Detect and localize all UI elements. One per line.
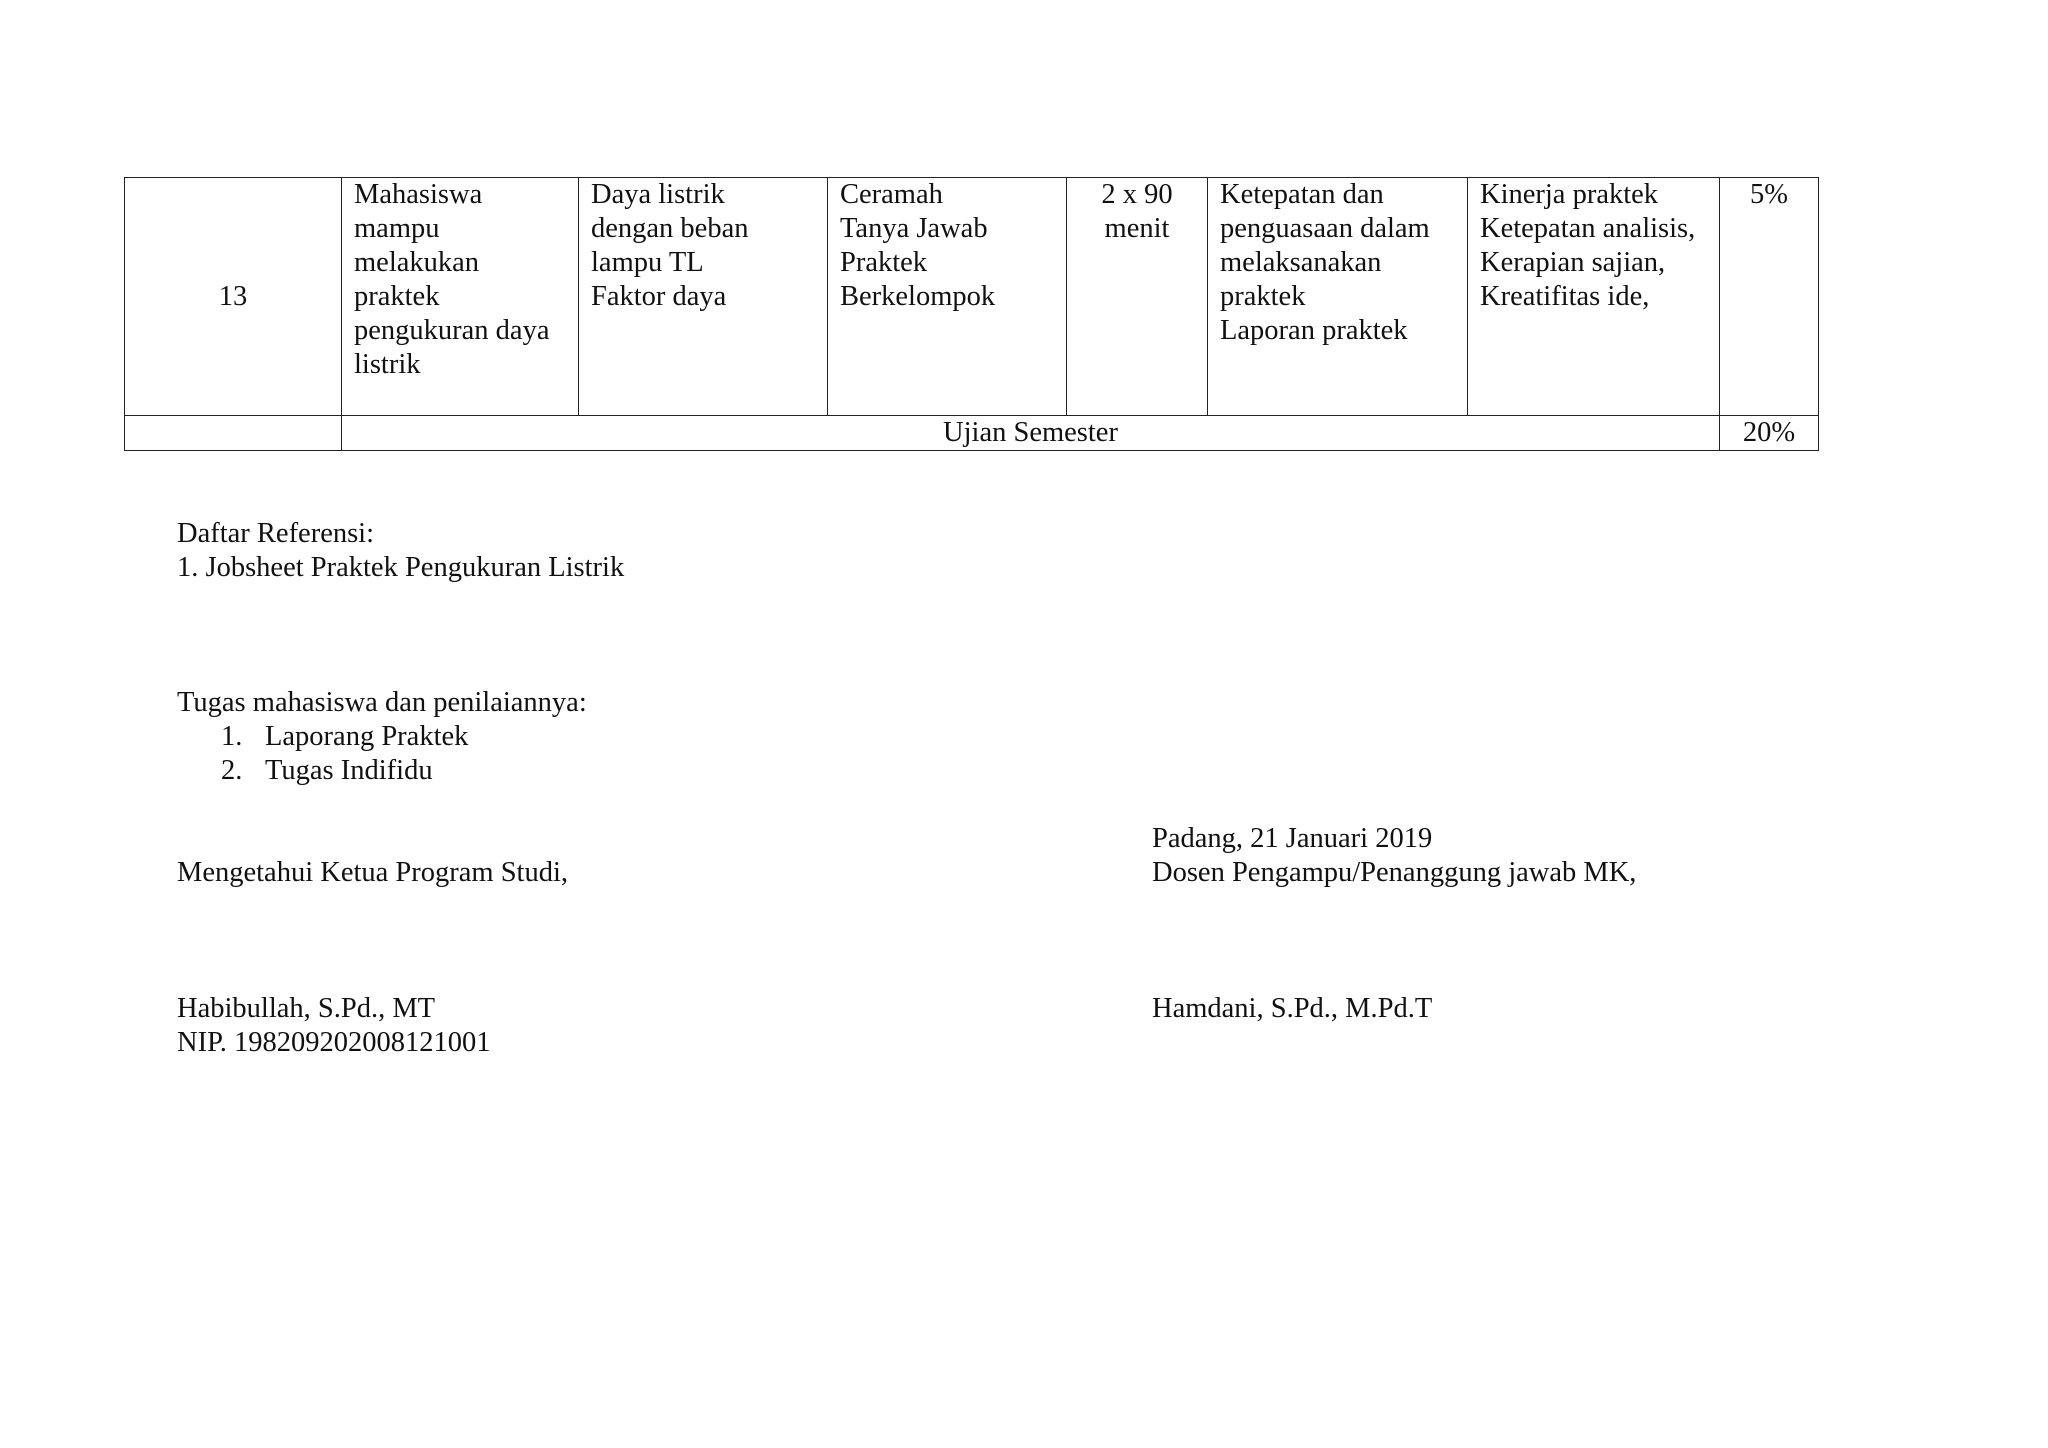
signatory-right-name: Hamdani, S.Pd., M.Pd.T <box>1152 993 1433 1024</box>
signature-left-name-block <box>177 992 491 1060</box>
signature-right-title: Dosen Pengampu/Penanggung jawab MK, <box>1152 857 1637 888</box>
materi-line: Daya listrik <box>591 179 725 210</box>
metode-cell <box>828 178 1067 416</box>
exam-empty-cell <box>125 416 342 451</box>
meeting-number: 13 <box>218 280 248 312</box>
kemampuan-line: melakukan <box>354 247 480 278</box>
kriteria-line: melaksanakan <box>1220 247 1382 278</box>
kemampuan-line: pengukuran daya <box>354 315 550 346</box>
kriteria-cell <box>1208 178 1468 416</box>
kriteria-line: Ketepatan dan <box>1220 179 1384 210</box>
bobot-cell <box>1720 178 1819 416</box>
task-text: Laporang Praktek <box>265 721 469 752</box>
kriteria-line: penguasaan dalam <box>1220 213 1430 244</box>
tasks-heading: Tugas mahasiswa dan penilaiannya: <box>177 687 587 718</box>
signature-left-title-block <box>177 856 568 890</box>
signature-left-title: Mengetahui Ketua Program Studi, <box>177 857 569 888</box>
exam-row <box>125 416 1819 451</box>
tasks-list <box>177 720 587 788</box>
signature-right-title-block <box>1152 822 1636 890</box>
signature-right-name-block <box>1152 992 1432 1026</box>
task-number: 1. <box>221 721 243 752</box>
waktu-line: menit <box>1104 213 1170 244</box>
reference-item: 1. Jobsheet Praktek Pengukuran Listrik <box>177 552 625 583</box>
references-heading: Daftar Referensi: <box>177 518 375 549</box>
waktu-cell <box>1067 178 1208 416</box>
task-number: 2. <box>221 755 243 786</box>
references-section <box>177 517 624 585</box>
kemampuan-line: mampu <box>354 213 440 244</box>
exam-bobot-cell <box>1720 416 1819 451</box>
kemampuan-cell <box>342 178 579 416</box>
meeting-number-cell <box>125 178 342 416</box>
exam-bobot: 20% <box>1742 417 1796 448</box>
materi-line: lampu TL <box>591 247 704 278</box>
bobot-value: 5% <box>1750 179 1788 210</box>
table-row <box>125 178 1819 416</box>
indikator-line: Kerapian sajian, <box>1480 247 1666 278</box>
list-item <box>177 720 587 754</box>
kriteria-line: Laporan praktek <box>1220 315 1408 346</box>
signatory-left-nip: NIP. 198209202008121001 <box>177 1027 491 1058</box>
kemampuan-line: listrik <box>354 349 421 380</box>
exam-label: Ujian Semester <box>943 417 1118 448</box>
materi-line: dengan beban <box>591 213 749 244</box>
materi-cell <box>579 178 828 416</box>
kemampuan-line: praktek <box>354 281 440 312</box>
list-item <box>177 754 587 788</box>
kriteria-line: praktek <box>1220 281 1306 312</box>
metode-line: Praktek <box>840 247 928 278</box>
tasks-section <box>177 686 587 788</box>
metode-line: Berkelompok <box>840 281 996 312</box>
kemampuan-line: Mahasiswa <box>354 179 483 210</box>
indikator-line: Kreatifitas ide, <box>1480 281 1650 312</box>
rps-table <box>124 177 1819 451</box>
exam-label-cell <box>342 416 1720 451</box>
task-text: Tugas Indifidu <box>265 755 433 786</box>
metode-line: Tanya Jawab <box>840 213 988 244</box>
indikator-line: Ketepatan analisis, <box>1480 213 1696 244</box>
metode-line: Ceramah <box>840 179 943 210</box>
materi-line: Faktor daya <box>591 281 727 312</box>
indikator-line: Kinerja praktek <box>1480 179 1659 210</box>
place-date: Padang, 21 Januari 2019 <box>1152 823 1433 854</box>
indikator-cell <box>1468 178 1720 416</box>
signatory-left-name: Habibullah, S.Pd., MT <box>177 993 436 1024</box>
waktu-line: 2 x 90 <box>1101 179 1173 210</box>
